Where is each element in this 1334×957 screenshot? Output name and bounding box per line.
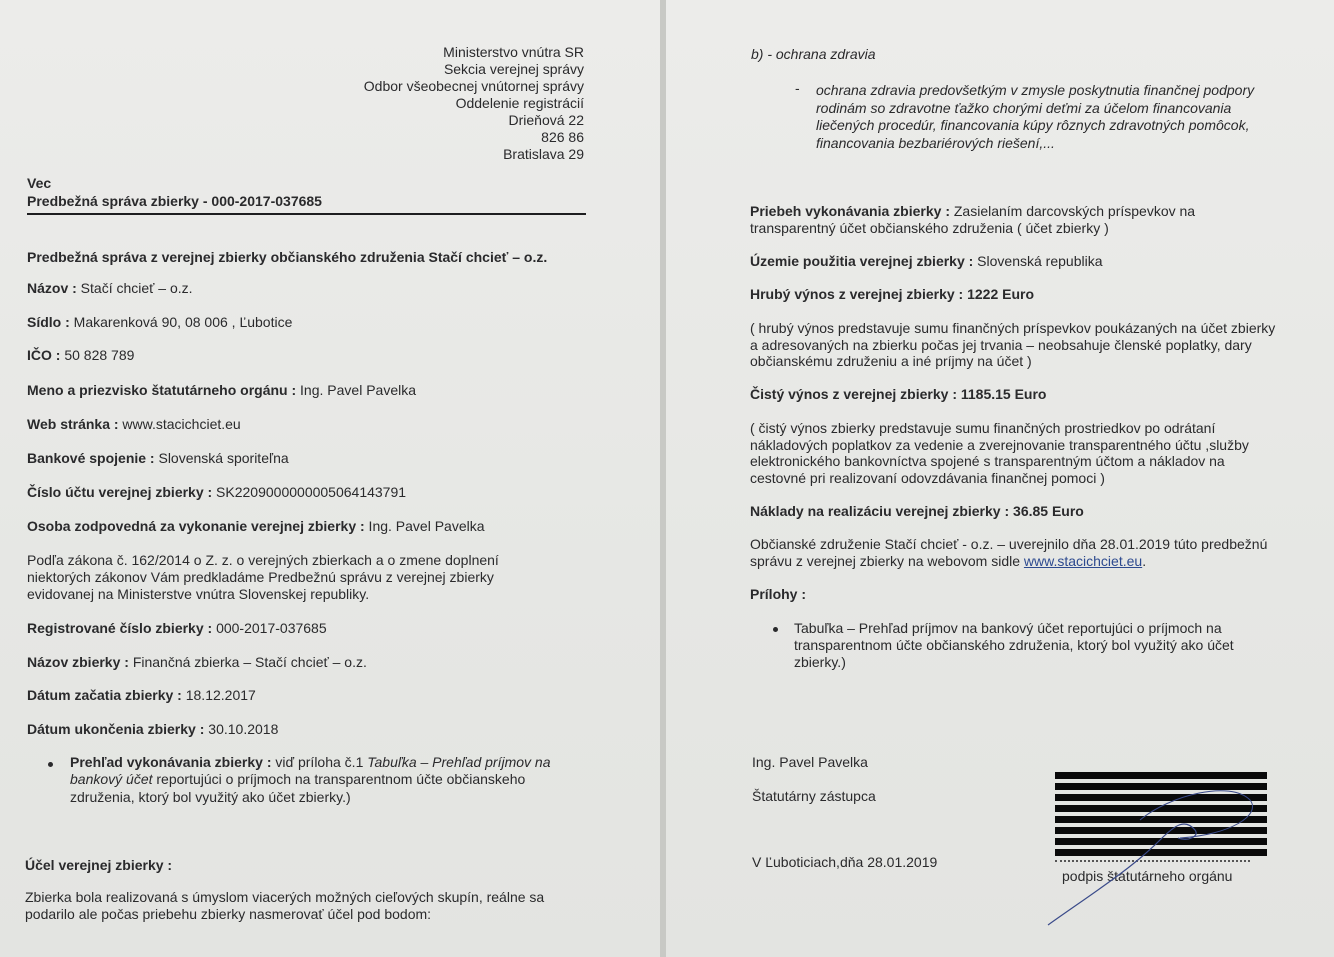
purpose-heading: Účel verejnej zbierky :: [25, 857, 173, 873]
overview-line-3: združenia, ktorý bol využitý ako účet zbierky.): [70, 789, 351, 805]
progress-line-1: Priebeh vykonávania zbierky : Zasielaním darcovských príspevkov na: [750, 203, 1196, 219]
bullet-icon: [48, 762, 53, 767]
address-line: Ministerstvo vnútra SR: [443, 44, 584, 60]
attachment-line: Tabuľka – Prehľad príjmov na bankový účet reportujúci o príjmoch na: [794, 620, 1222, 636]
health-text-line: financovania bezbariérových riešení,...: [816, 135, 1055, 151]
gross-note-line: ( hrubý výnos predstavuje sumu finančných príspevkov poukázaných na účet zbierky: [750, 320, 1276, 336]
dash-marker: -: [795, 80, 800, 96]
field-collection-name: Názov zbierky : Finančná zbierka – Stačí chcieť – o.z.: [27, 654, 367, 670]
attachments-label: Prílohy :: [750, 586, 807, 602]
health-heading: b) - ochrana zdravia: [751, 46, 876, 62]
address-line: Odbor všeobecnej vnútornej správy: [363, 78, 584, 94]
subject-divider: [27, 213, 586, 215]
redaction-bar: [1055, 805, 1267, 812]
address-line: 826 86: [541, 129, 584, 145]
net-note-line: ( čistý výnos zbierky predstavuje sumu finančných prostriedkov po odrátaní: [750, 420, 1216, 436]
field-seat: Sídlo : Makarenková 90, 08 006 , Ľubotice: [27, 314, 293, 330]
field-responsible: Osoba zodpovedná za vykonanie verejnej zbierky : Ing. Pavel Pavelka: [27, 518, 485, 534]
overview-line-2: bankový účet reportujúci o príjmoch na transparentnom účte občianskeho: [70, 771, 526, 787]
overview-line-1: Prehľad vykonávania zbierky : viď príloha č.1 Tabuľka – Prehľad príjmov na: [70, 754, 551, 770]
redaction-bar: [1055, 783, 1267, 790]
redaction-bar: [1055, 838, 1267, 845]
gross-note-line: občianskému združeniu a iné príjmy na účet ): [750, 353, 1032, 369]
progress-line-2: transparentný účet občianského združenia ( účet zbierky ): [750, 220, 1109, 236]
redaction-bar: [1055, 827, 1267, 834]
field-name: Názov : Stačí chcieť – o.z.: [27, 280, 193, 296]
report-heading: Predbežná správa z verejnej zbierky občianského združenia Stačí chcieť – o.z.: [27, 249, 548, 265]
publish-line-2: správu z verejnej zbierky na webovom sidle www.stacichciet.eu.: [750, 553, 1147, 569]
recipient-address: [364, 44, 584, 163]
law-paragraph-line: evidovanej na Ministerstve vnútra Slovenskej republiky.: [27, 586, 370, 602]
net-note-line: nákladových poplatkov za vedenie a zverejnovanie transparentného účtu ,služby: [750, 437, 1249, 453]
field-ico: IČO : 50 828 789: [27, 347, 135, 363]
attachment-line: zbierky.): [794, 654, 846, 670]
website-link[interactable]: www.stacichciet.eu: [1023, 553, 1143, 569]
health-text-line: rodinám so zdravotne ťažko chorými deťmi za účelom financovania: [816, 100, 1232, 116]
field-statutory: Meno a priezvisko štatutárneho orgánu : Ing. Pavel Pavelka: [27, 382, 417, 398]
net-note-line: elektronického bankovníctva spojené s transparentným účtom a nákladov na: [750, 453, 1225, 469]
address-line: Sekcia verejnej správy: [443, 61, 584, 77]
health-text-line: liečených procedúr, financovania kúpy rôznych zdravotných pomôcok,: [816, 117, 1250, 133]
redaction-bar: [1055, 849, 1267, 856]
attachment-line: transparentnom účte občianského združenia, ktorý bol využitý ako účet: [794, 637, 1234, 653]
signer-role: Štatutárny zástupca: [752, 788, 876, 804]
vec-label: Vec: [27, 175, 52, 191]
territory-line: Územie použitia verejnej zbierky : Slovenská republika: [750, 253, 1103, 269]
redaction-bar: [1055, 772, 1267, 779]
address-line: Drieňová 22: [508, 112, 584, 128]
signature-caption: podpis štatutárneho orgánu: [1062, 868, 1233, 884]
address-line: Oddelenie registrácií: [455, 95, 584, 111]
field-account: Číslo účtu verejnej zbierky : SK2209000000005064143791: [27, 484, 407, 500]
bullet-icon: [773, 627, 778, 632]
gross-note-line: a adresovaných na zbierku počas jej trvania – neobsahuje členské poplatky, dary: [750, 337, 1252, 353]
net-note-line: cestovné pri realizovaní odovzdávania finančnej pomoci ): [750, 470, 1105, 486]
field-end-date: Dátum ukončenia zbierky : 30.10.2018: [27, 721, 279, 737]
field-web: Web stránka : www.stacichciet.eu: [27, 416, 241, 432]
gross-yield-line: Hrubý výnos z verejnej zbierky : 1222 Euro: [750, 286, 1035, 302]
place-date: V Ľuboticiach,dňa 28.01.2019: [752, 854, 938, 870]
net-yield-line: Čistý výnos z verejnej zbierky : 1185.15 Euro: [750, 386, 1047, 402]
health-text-line: ochrana zdravia predovšetkým v zmysle poskytnutia finančnej podpory: [816, 82, 1255, 98]
redaction-bar: [1055, 794, 1267, 801]
redaction-bar: [1055, 816, 1267, 823]
costs-line: Náklady na realizáciu verejnej zbierky : 36.85 Euro: [750, 503, 1084, 519]
address-line: Bratislava 29: [503, 146, 584, 162]
purpose-text-line: Zbierka bola realizovaná s úmyslom viacerých možných cieľových skupín, reálne sa: [25, 889, 545, 905]
signer-name: Ing. Pavel Pavelka: [752, 754, 868, 770]
law-paragraph-line: Podľa zákona č. 162/2014 o Z. z. o verejných zbierkach a o zmene doplnení: [27, 552, 499, 568]
purpose-text-line: podarilo ale počas priebehu zbierky nasmerovať účel pod bodom:: [25, 906, 432, 922]
law-paragraph-line: niektorých zákonov Vám predkladáme Predbežnú správu z verejnej zbierky: [27, 569, 494, 585]
publish-line-1: Občianské združenie Stačí chcieť - o.z. – uverejnilo dňa 28.01.2019 túto predbežnú: [750, 536, 1268, 552]
page-left: [0, 0, 660, 957]
signature-line: [1055, 860, 1250, 862]
field-reg-number: Registrované číslo zbierky : 000-2017-037685: [27, 620, 327, 636]
vec-subject: Predbežná správa zbierky - 000-2017-037685: [27, 193, 322, 209]
field-start-date: Dátum začatia zbierky : 18.12.2017: [27, 687, 256, 703]
field-bank: Bankové spojenie : Slovenská sporiteľna: [27, 450, 289, 466]
